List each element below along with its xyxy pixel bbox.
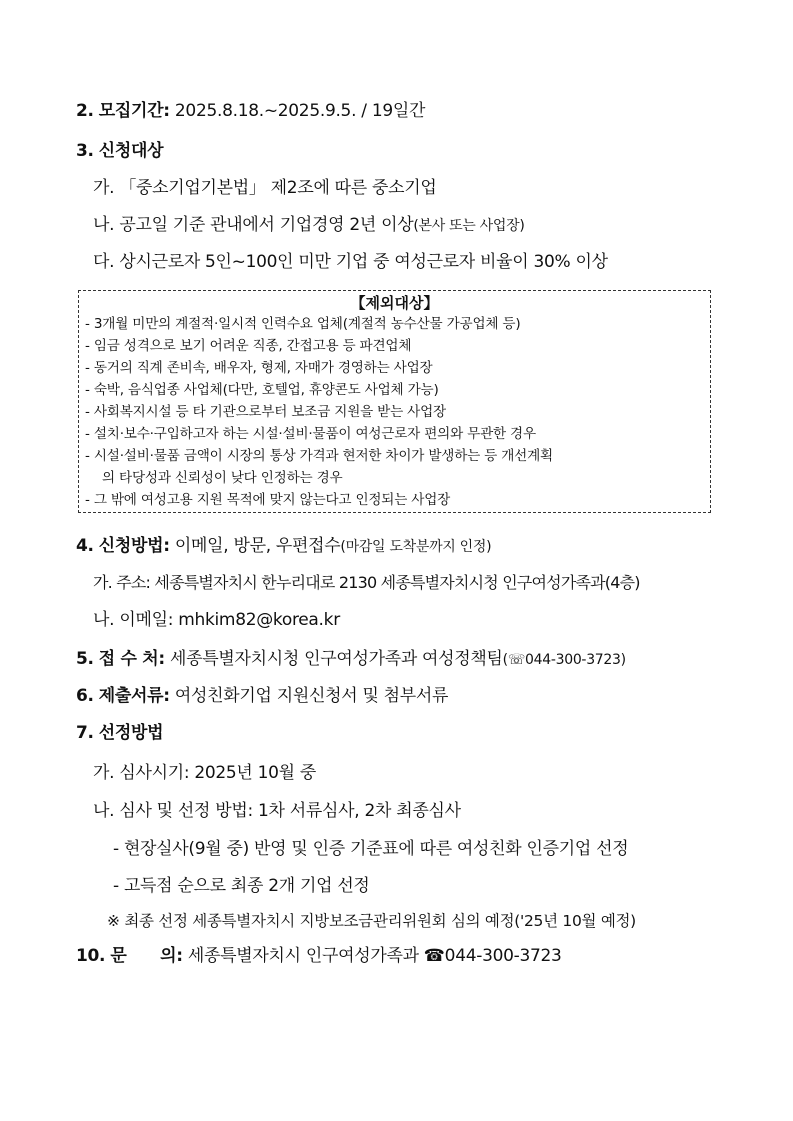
section-number: 4. xyxy=(76,536,94,556)
section-receiving-office xyxy=(76,648,626,671)
section-recruitment-period xyxy=(76,100,425,122)
exclusion-item: - 사회복지시설 등 타 기관으로부터 보조금 지원을 받는 사업장 xyxy=(85,404,446,420)
section-number: 6. xyxy=(76,686,94,706)
eligibility-item: 다. 상시근로자 5인~100인 미만 기업 중 여성근로자 비율이 30% 이상 xyxy=(93,252,608,272)
section-text: 이메일, 방문, 우편접수 xyxy=(174,536,341,556)
section-suffix: (마감일 도착분까지 인정) xyxy=(340,539,492,555)
exclusion-item: - 임금 성격으로 보기 어려운 직종, 간접고용 등 파견업체 xyxy=(85,338,412,354)
section-eligibility-heading xyxy=(76,140,163,162)
section-number: 7. xyxy=(76,723,94,743)
section-label: 제출서류: xyxy=(98,686,170,706)
section-number: 3. xyxy=(76,141,94,161)
section-text: 세종특별자치시청 인구여성가족과 여성정책팀 xyxy=(170,649,503,669)
exclusion-box xyxy=(78,290,711,513)
exclusion-item-continuation: 의 타당성과 신뢰성이 낮다 인정하는 경우 xyxy=(102,470,343,486)
application-email[interactable]: 나. 이메일: mhkim82@korea.kr xyxy=(93,610,340,630)
section-number: 5. xyxy=(76,649,94,669)
section-selection-method-heading xyxy=(76,722,163,744)
section-label: 선정방법 xyxy=(98,723,164,743)
section-label: 신청대상 xyxy=(98,141,164,161)
application-address: 가. 주소: 세종특별자치시 한누리대로 2130 세종특별자치시청 인구여성가족과(4층) xyxy=(93,573,640,592)
exclusion-item: - 숙박, 음식업종 사업체(다만, 호텔업, 휴양콘도 사업체 가능) xyxy=(85,382,439,398)
selection-sub-item: - 현장실사(9월 중) 반영 및 인증 기준표에 따른 여성친화 인증기업 선정 xyxy=(113,839,629,859)
section-application-method xyxy=(76,535,491,558)
section-label: 문 의: xyxy=(110,946,183,966)
selection-note: ※ 최종 선정 세종특별자치시 지방보조금관리위원회 심의 예정('25년 10월 예정) xyxy=(107,912,636,930)
exclusion-item: - 시설·설비·물품 금액이 시장의 통상 가격과 현저한 차이가 발생하는 등 개선계획 xyxy=(85,448,553,464)
eligibility-item xyxy=(93,214,525,237)
section-inquiry xyxy=(76,945,562,967)
exclusion-item: - 설치·보수·구입하고자 하는 시설·설비·물품이 여성근로자 편의와 무관한 경우 xyxy=(85,426,536,442)
section-text: 여성친화기업 지원신청서 및 첨부서류 xyxy=(174,686,449,706)
section-number: 2. xyxy=(76,101,94,121)
section-number: 10. xyxy=(76,946,106,966)
section-label: 모집기간: xyxy=(98,101,170,121)
section-text: 세종특별자치시 인구여성가족과 ☎044-300-3723 xyxy=(187,946,562,966)
exclusion-title: 【제외대상】 xyxy=(350,294,439,312)
eligibility-item-suffix: (본사 또는 사업장) xyxy=(413,218,525,234)
section-label: 접 수 처: xyxy=(98,649,165,669)
eligibility-item: 가. 「중소기업기본법」 제2조에 따른 중소기업 xyxy=(93,178,437,198)
phone-number: (☏044-300-3723) xyxy=(502,652,626,668)
section-text: 2025.8.18.~2025.9.5. / 19일간 xyxy=(174,101,426,121)
exclusion-item: - 동거의 직계 존비속, 배우자, 형제, 자매가 경영하는 사업장 xyxy=(85,360,433,376)
eligibility-item-text: 나. 공고일 기준 관내에서 기업경영 2년 이상 xyxy=(93,215,414,235)
selection-item: 나. 심사 및 선정 방법: 1차 서류심사, 2차 최종심사 xyxy=(93,801,461,821)
exclusion-item: - 그 밖에 여성고용 지원 목적에 맞지 않는다고 인정되는 사업장 xyxy=(85,492,451,508)
selection-item: 가. 심사시기: 2025년 10월 중 xyxy=(93,763,317,783)
section-documents xyxy=(76,685,448,707)
exclusion-item: - 3개월 미만의 계절적·일시적 인력수요 업체(계절적 농수산물 가공업체 등) xyxy=(85,316,521,332)
section-label: 신청방법: xyxy=(98,536,170,556)
selection-sub-item: - 고득점 순으로 최종 2개 기업 선정 xyxy=(113,876,370,896)
